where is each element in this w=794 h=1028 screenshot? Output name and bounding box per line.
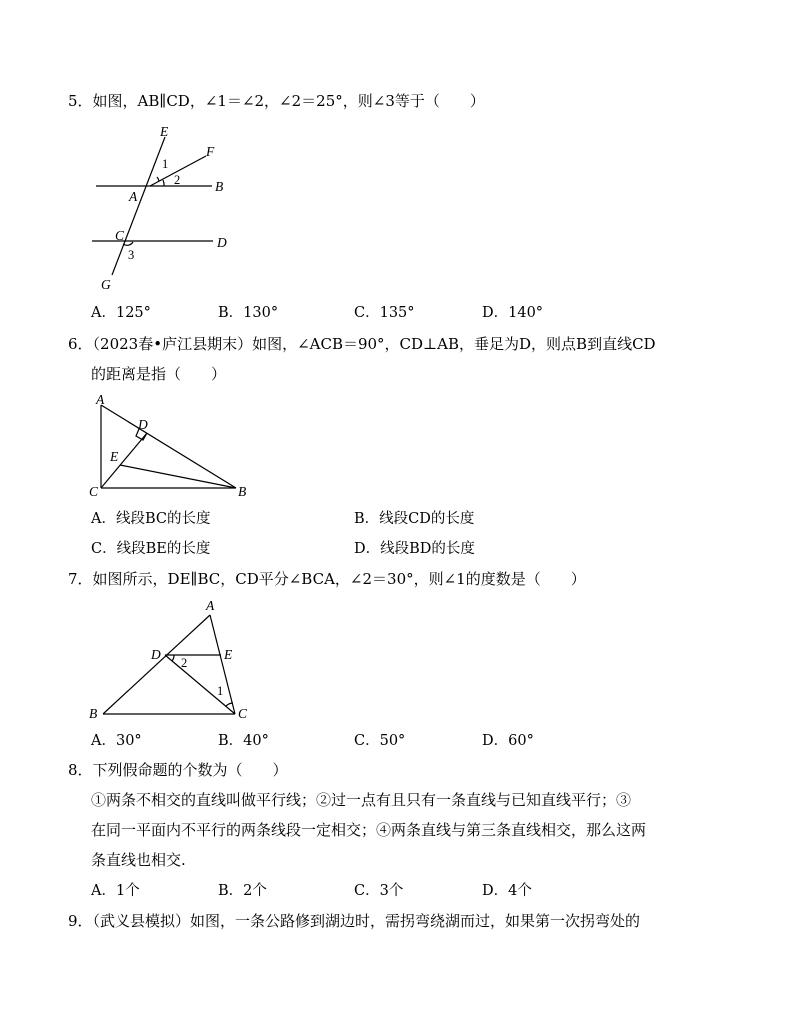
q5-option-a: A．125° [91, 305, 151, 321]
q5-label-3: 3 [128, 248, 135, 262]
q9-stem: 9．（武义县模拟）如图，一条公路修到湖边时，需拐弯绕湖而过，如果第一次拐弯处的 [68, 912, 641, 930]
q5-line-eg [112, 137, 165, 275]
q5-option-b: B．130° [218, 305, 279, 321]
q8-option-b: B．2个 [218, 883, 267, 899]
q5-label-f: F [206, 144, 215, 159]
q5-angle-1-arc [157, 177, 159, 181]
q6-seg-eb [120, 465, 236, 488]
q7-option-d: D．60° [482, 733, 534, 749]
q5-stem: 5．如图，AB∥CD，∠1＝∠2，∠2＝25°，则∠3等于（ ） [68, 92, 485, 110]
q7-seg-ac [210, 615, 235, 714]
q8-body-line2: 在同一平面内不平行的两条线段一定相交；④两条直线与第三条直线相交，那么这两 [91, 821, 647, 839]
q6-label-c: C [89, 484, 99, 499]
q8-option-c: C．3个 [354, 883, 404, 899]
q6-label-e: E [110, 449, 119, 464]
q5-label-2: 2 [174, 173, 181, 187]
q6-seg-ab [101, 405, 236, 488]
q7-option-a: A．30° [91, 733, 142, 749]
q5-label-g: G [101, 277, 111, 292]
q7-label-e: E [224, 647, 233, 662]
q5-label-b: B [215, 179, 224, 194]
q7-label-2: 2 [181, 656, 188, 670]
q7-option-b: B．40° [218, 733, 269, 749]
q7-angle-1-arc [226, 703, 233, 706]
q5-label-a: A [129, 189, 138, 204]
q7-stem: 7．如图所示，DE∥BC，CD平分∠BCA，∠2＝30°，则∠1的度数是（ ） [68, 570, 586, 588]
q6-label-b: B [238, 484, 247, 499]
q8-option-a: A．1个 [91, 883, 140, 899]
q6-option-c: C．线段BE的长度 [91, 541, 211, 557]
q6-stem-line1: 6．（2023春•庐江县期末）如图，∠ACB＝90°，CD⊥AB，垂足为D，则点B到直线CD [68, 335, 656, 353]
q7-angle-2-arc [172, 655, 174, 661]
q6-option-b: B．线段CD的长度 [354, 511, 475, 527]
q5-label-1: 1 [162, 157, 169, 171]
q6-seg-cd [101, 433, 147, 488]
q7-label-a: A [206, 598, 215, 613]
q8-stem: 8．下列假命题的个数为（ ） [68, 761, 288, 779]
q6-label-d: D [138, 417, 148, 432]
q6-stem-line2: 的距离是指（ ） [91, 365, 227, 383]
q5-angle-2-arc [163, 180, 164, 186]
q7-seg-dc [165, 655, 235, 714]
q5-angle-3-arc [123, 242, 133, 245]
q7-option-c: C．50° [354, 733, 406, 749]
q7-seg-ab [103, 615, 210, 714]
q7-label-d: D [151, 647, 161, 662]
q6-right-angle-mark [136, 429, 147, 440]
q5-label-c: C [115, 228, 125, 243]
q8-body-line3: 条直线也相交. [91, 851, 186, 869]
q6-option-a: A．线段BC的长度 [91, 511, 211, 527]
q5-option-d: D．140° [482, 305, 544, 321]
q8-body-line1: ①两条不相交的直线叫做平行线；②过一点有且只有一条直线与已知直线平行；③ [91, 791, 632, 809]
q7-label-1: 1 [217, 684, 224, 698]
q5-label-e: E [160, 124, 169, 139]
q5-line-af [150, 156, 206, 186]
q6-label-a: A [96, 392, 105, 407]
q5-option-c: C．135° [354, 305, 415, 321]
q5-label-d: D [217, 235, 227, 250]
q6-option-d: D．线段BD的长度 [354, 541, 475, 557]
q7-label-b: B [89, 706, 98, 721]
q7-label-c: C [238, 706, 248, 721]
q8-option-d: D．4个 [482, 883, 532, 899]
